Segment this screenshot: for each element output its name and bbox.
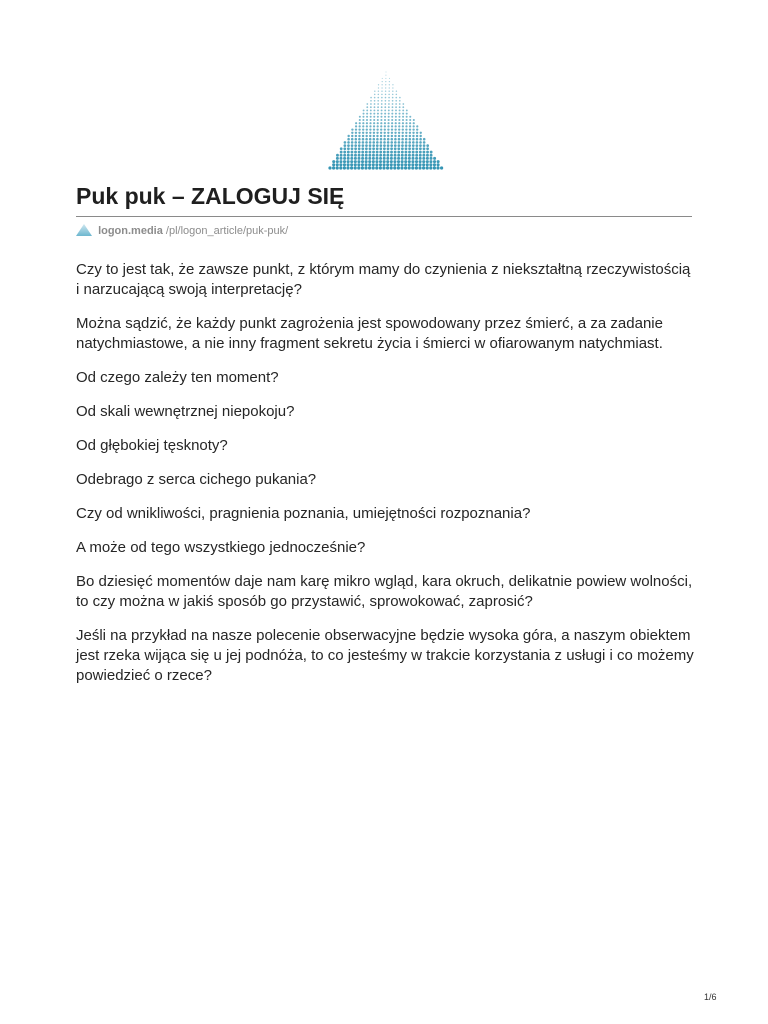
page-title: Puk puk – ZALOGUJ SIĘ — [76, 183, 345, 209]
paragraph: Jeśli na przykład na nasze polecenie obserwacyjne będzie wysoka góra, a naszym obiektem jest rzeka wijąca się u jej podnóża, to co jesteśmy w trakcie korzystania z usługi i co możemy powiedzieć o rzece? — [76, 627, 694, 684]
logon-triangle-logo — [327, 70, 445, 172]
page-number: 1/6 — [704, 992, 717, 1002]
source-line — [76, 223, 288, 239]
title-divider — [76, 216, 692, 217]
paragraph: Czy to jest tak, że zawsze punkt, z którym mamy do czynienia z niekształtną rzeczywistością i narzucającą swoją interpretację? — [76, 261, 691, 298]
paragraph: Odebrago z serca cichego pukania? — [76, 471, 317, 488]
logon-mini-triangle-icon — [76, 224, 92, 236]
paragraph: Od skali wewnętrznej niepokoju? — [76, 403, 295, 420]
paragraph: Bo dziesięć momentów daje nam karę mikro wgląd, kara okruch, delikatnie powiew wolności, to czy można w jakiś sposób go przystawić, sprowokować, zaprosić? — [76, 573, 693, 610]
paragraph: Od czego zależy ten moment? — [76, 369, 279, 386]
paragraph: Czy od wnikliwości, pragnienia poznania, umiejętności rozpoznania? — [76, 505, 531, 522]
paragraph: Można sądzić, że każdy punkt zagrożenia jest spowodowany przez śmierć, a za zadanie natychmiastowe, a nie inny fragment sekretu życia i śmierci w ofiarowanym natychmiast. — [76, 315, 663, 352]
article-body — [76, 260, 696, 700]
source-path[interactable]: /pl/logon_article/puk-puk/ — [162, 225, 289, 237]
logo-dots — [328, 72, 443, 170]
paragraph: Od głębokiej tęsknoty? — [76, 437, 228, 454]
source-host-link[interactable]: logon.media — [98, 225, 163, 237]
paragraph: A może od tego wszystkiego jednocześnie? — [76, 539, 366, 556]
